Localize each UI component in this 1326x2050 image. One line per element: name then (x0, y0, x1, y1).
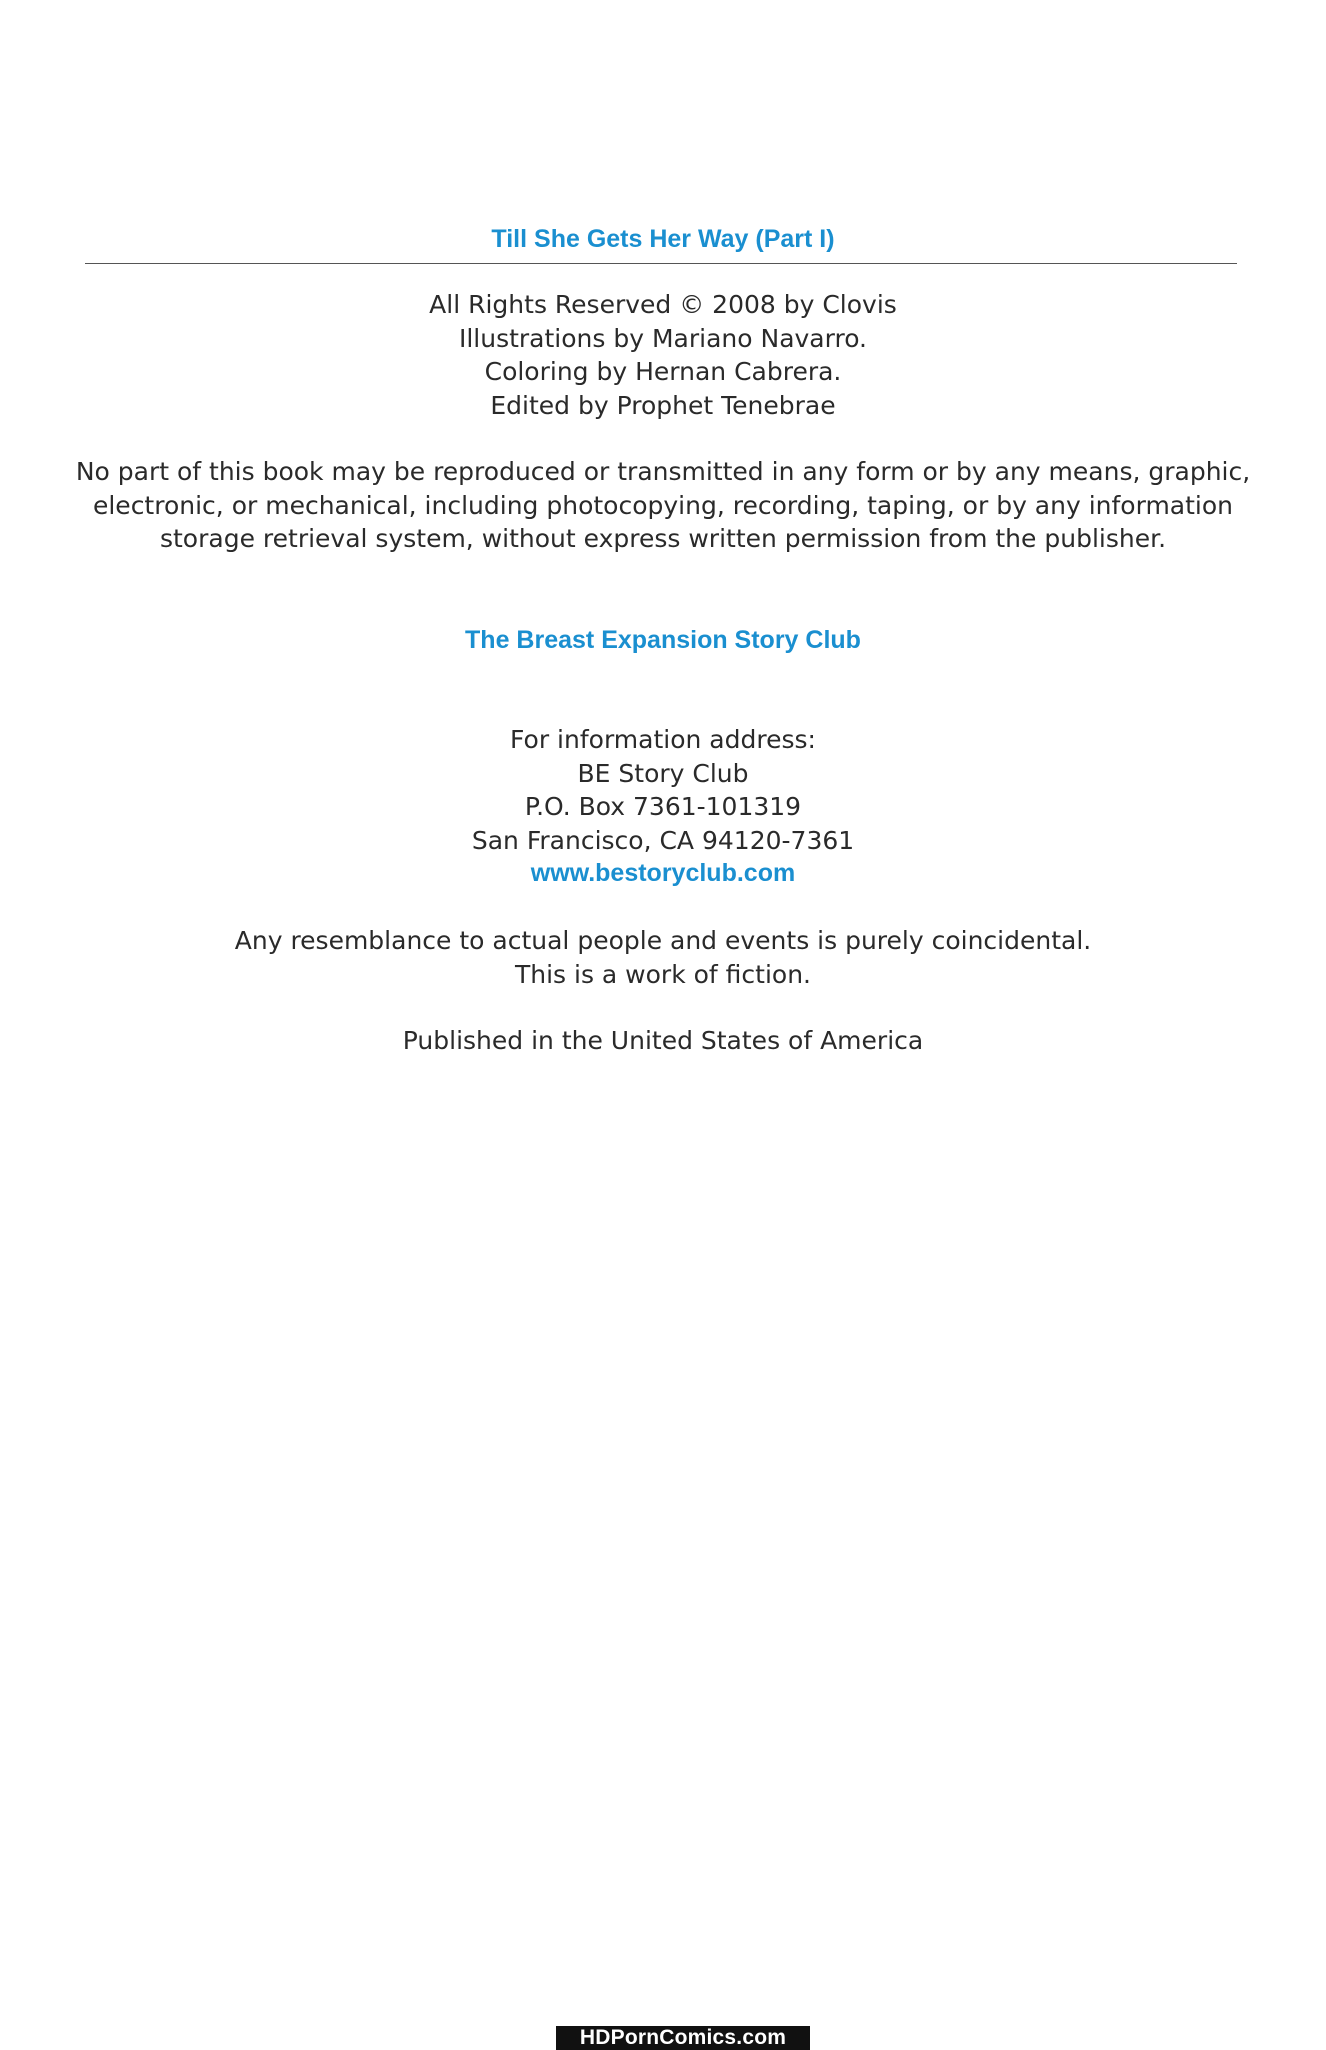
disclaimer-line: This is a work of fiction. (514, 959, 812, 989)
credit-line: Illustrations by Mariano Navarro. (458, 323, 868, 353)
title-divider (85, 263, 1237, 264)
watermark-banner: HDPornComics.com (556, 2026, 810, 2050)
published-notice (0, 1024, 1326, 1058)
address-block (0, 723, 1326, 891)
legal-notice (0, 455, 1326, 556)
address-line: P.O. Box 7361-101319 (524, 792, 802, 821)
legal-line: electronic, or mechanical, including photocopying, recording, taping, or by any information (92, 490, 1233, 520)
publisher-name: The Breast Expansion Story Club (465, 626, 861, 654)
credits-block (0, 288, 1326, 422)
disclaimer-line: Any resemblance to actual people and events is purely coincidental. (234, 926, 1092, 955)
credit-line: Coloring by Hernan Cabrera. (484, 357, 842, 386)
legal-line: storage retrieval system, without express written permission from the publisher. (159, 524, 1167, 553)
address-line: San Francisco, CA 94120-7361 (471, 825, 855, 855)
credit-line: Edited by Prophet Tenebrae (490, 390, 836, 420)
legal-line: No part of this book may be reproduced or transmitted in any form or by any means, graphic, (75, 457, 1251, 486)
credit-line: All Rights Reserved © 2008 by Clovis (429, 290, 897, 319)
published-line: Published in the United States of America (402, 1026, 924, 1055)
disclaimer-block (0, 924, 1326, 991)
book-title: Till She Gets Her Way (Part I) (491, 225, 835, 253)
address-line: BE Story Club (577, 758, 749, 788)
address-heading: For information address: (510, 725, 816, 754)
website-link[interactable]: www.bestoryclub.com (530, 859, 796, 887)
